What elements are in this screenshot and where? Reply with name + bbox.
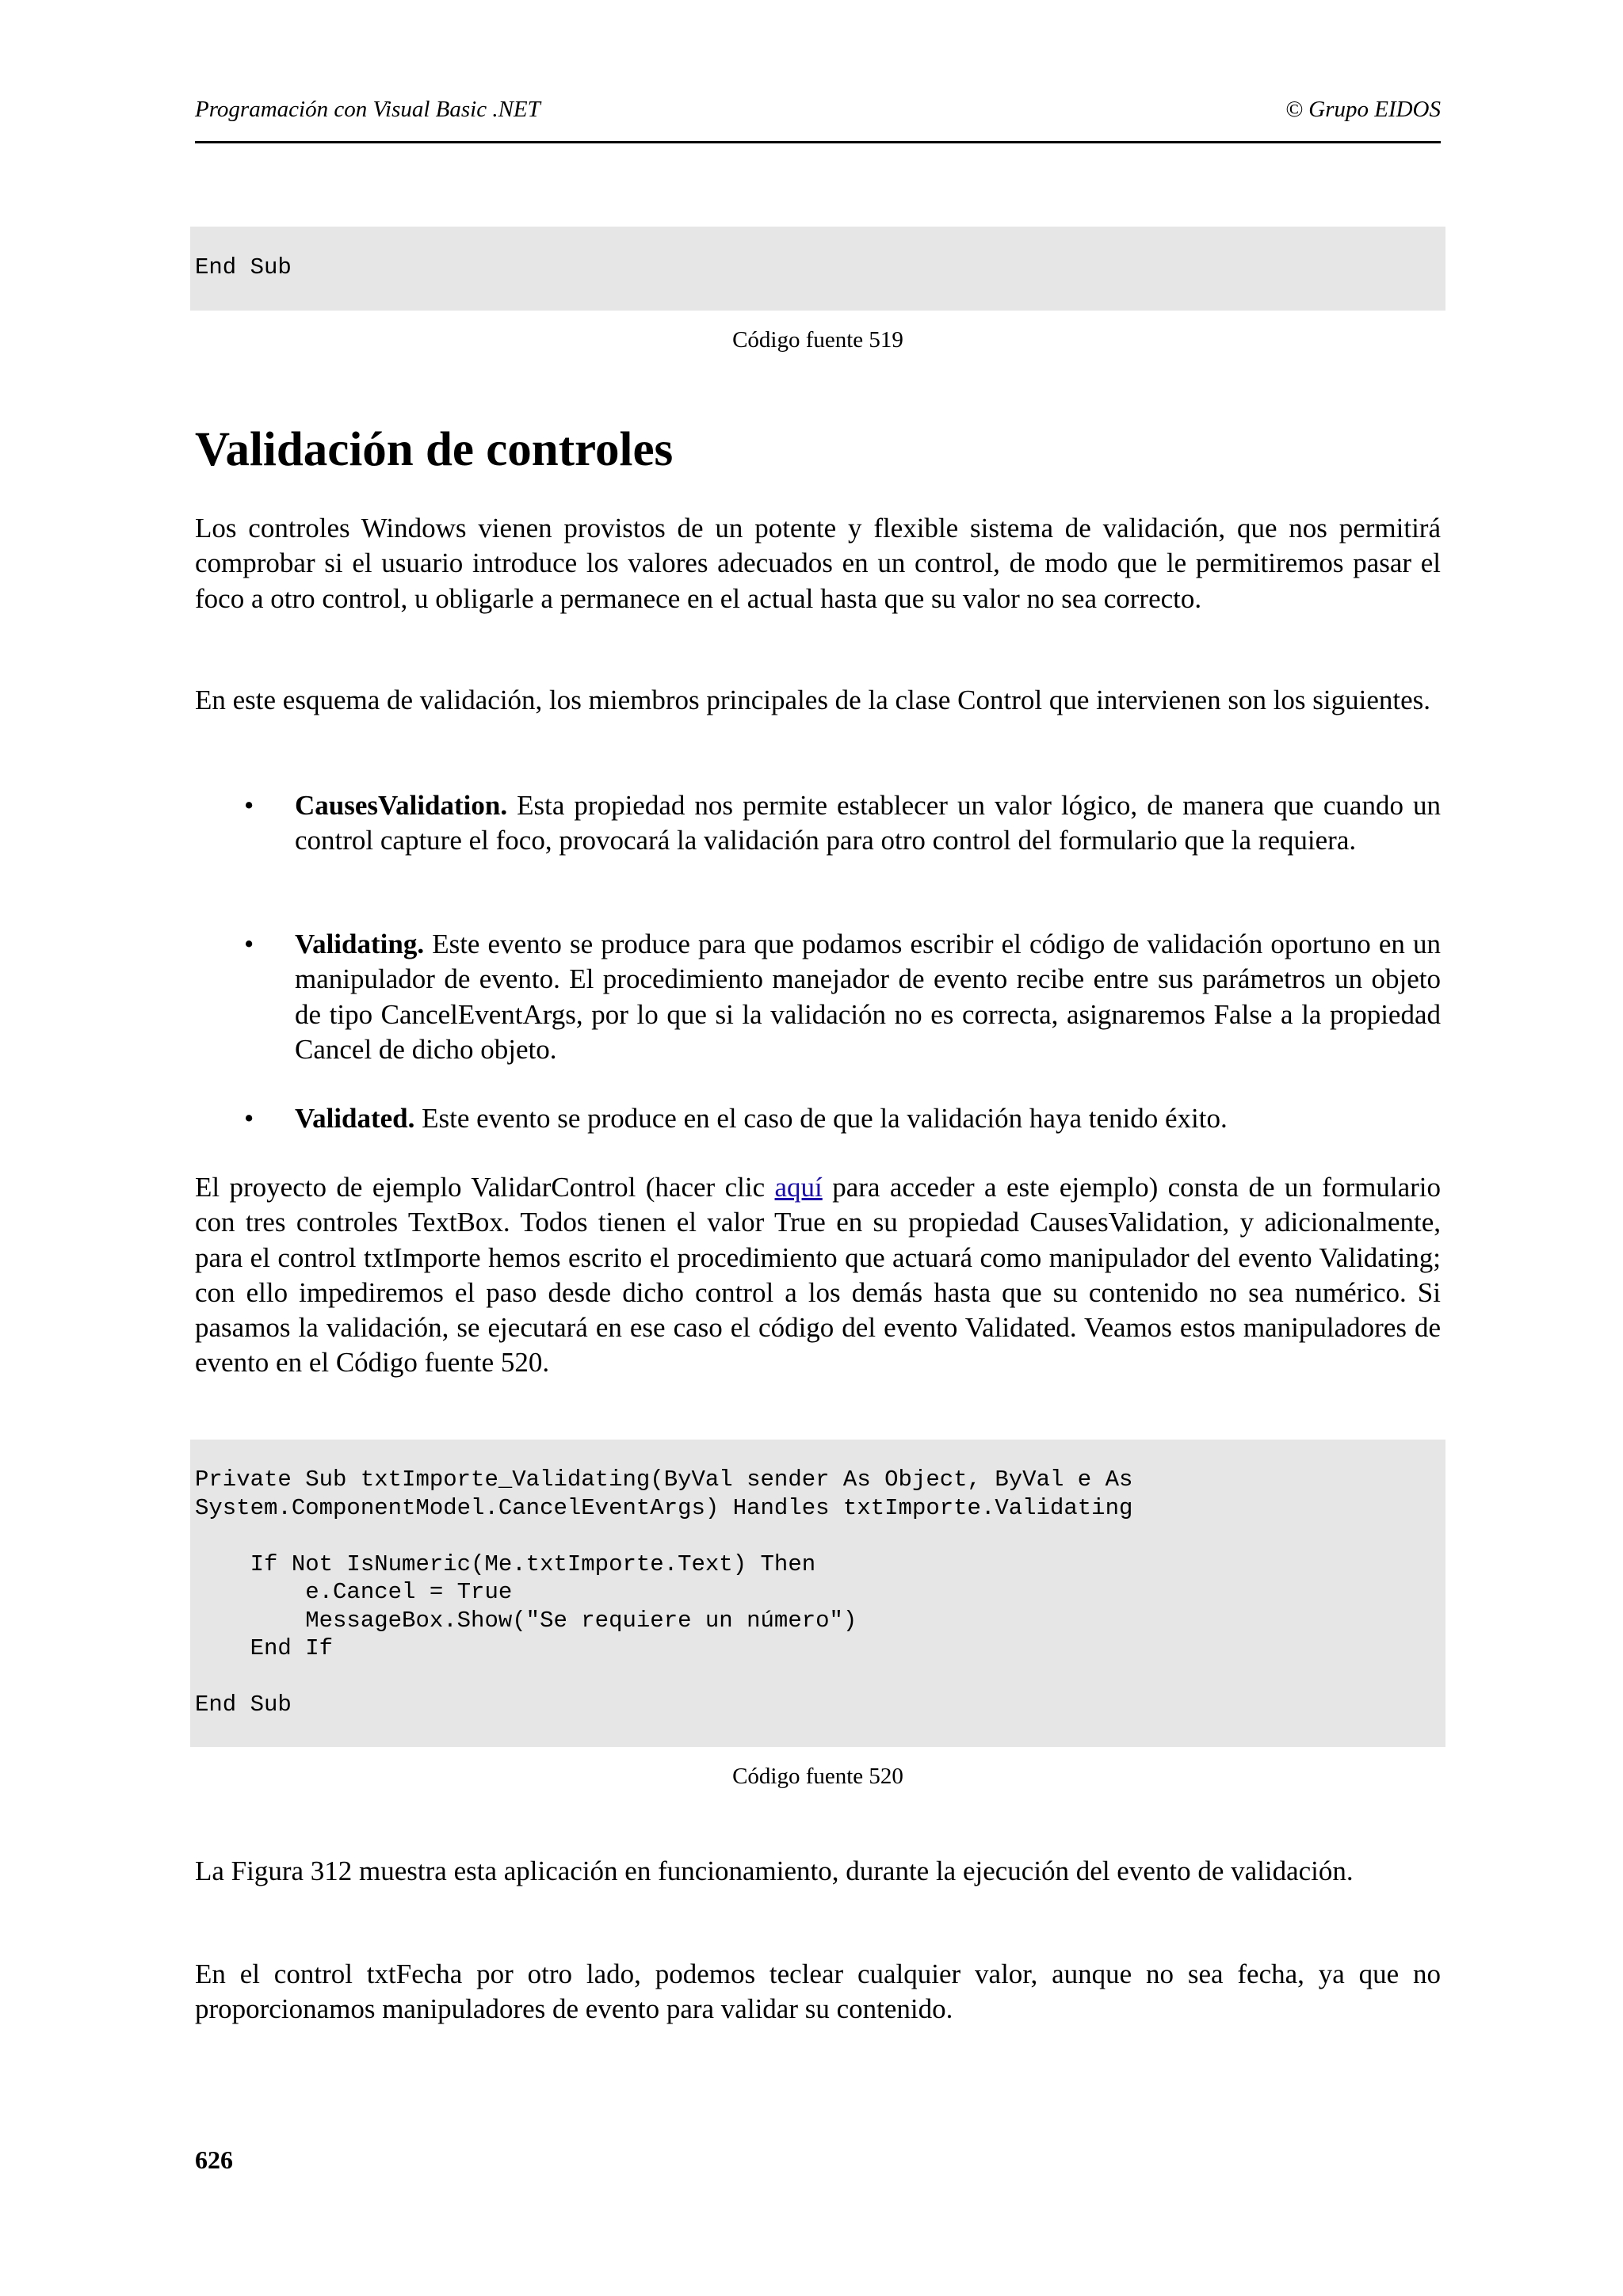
list-item: [195, 1101, 1441, 1136]
code-text-520: Private Sub txtImporte_Validating(ByVal sender As Object, ByVal e As System.ComponentModel.CancelEventArgs) Handles txtImporte.Validating If Not IsNumeric(Me.txtImporte.Text) Then e.Cancel = True MessageBox.Show("Se requiere un número") End If End Sub: [195, 1466, 1133, 1718]
paragraph-example-start: El proyecto de ejemplo ValidarControl (hacer clic: [195, 1172, 775, 1203]
page-header: [195, 93, 1441, 143]
paragraph-intro: Los controles Windows vienen provistos de un potente y flexible sistema de validación, que nos permitirá comprobar si el usuario introduce los valores adecuados en un control, de modo que le permitiremos pasar el foco a otro control, u obligarle a permanece en el actual hasta que su valor no sea correcto.: [195, 513, 1441, 614]
bullet-text: Esta propiedad nos permite establecer un valor lógico, de manera que cuando un control capture el foco, provocará la validación para otro control del formulario que la requiera.: [295, 790, 1441, 856]
bullet-text: Este evento se produce para que podamos escribir el código de validación oportuno en un manipulador de evento. El procedimiento manejador de evento recibe entre sus parámetros un objeto de tipo CancelEventArgs, por lo que si la validación no es correcta, asignaremos False a la propiedad Cancel de dicho objeto.: [295, 929, 1441, 1065]
paragraph-example: [195, 1170, 1441, 1381]
list-item: [195, 788, 1441, 859]
bullet-icon: •: [244, 929, 254, 959]
code-caption-519: Código fuente 519: [732, 327, 903, 353]
paragraph-figure: La Figura 312 muestra esta aplicación en funcionamiento, durante la ejecución del evento de validación.: [195, 1855, 1354, 1886]
code-block-520: [190, 1440, 1445, 1747]
header-book-title: Programación con Visual Basic .NET: [195, 97, 540, 122]
bullet-term: Validating.: [295, 929, 425, 959]
page-number: 626: [195, 2145, 233, 2174]
section-title: Validación de controles: [195, 423, 674, 476]
paragraph-example-end: para acceder a este ejemplo) consta de un formulario con tres controles TextBox. Todos tienen el valor True en su propiedad CausesValidation, y adicionalmente, para el control txtImporte hemos escrito el procedimiento que actuará como manipulador del evento Validating; con ello impediremos el paso desde dicho control a los demás hasta que su contenido no sea numérico. Si pasamos la validación, se ejecutará en ese caso el código del evento Validated. Veamos estos manipuladores de evento en el Código fuente 520.: [195, 1172, 1441, 1379]
code-text-519: End Sub: [195, 254, 292, 280]
bullet-text: Este evento se produce en el caso de que la validación haya tenido éxito.: [414, 1103, 1228, 1134]
code-block-519: [190, 227, 1445, 311]
paragraph-members: En este esquema de validación, los miembros principales de la clase Control que intervienen son los siguientes.: [195, 685, 1431, 715]
example-link[interactable]: aquí: [774, 1172, 823, 1203]
code-caption-520: Código fuente 520: [732, 1764, 903, 1789]
paragraph-txtfecha: En el control txtFecha por otro lado, podemos teclear cualquier valor, aunque no sea fecha, ya que no proporcionamos manipuladores de evento para validar su contenido.: [195, 1958, 1441, 2025]
header-publisher: © Grupo EIDOS: [1285, 97, 1441, 122]
bullet-term: Validated.: [295, 1103, 415, 1134]
list-item: [195, 927, 1441, 1067]
bullet-term: CausesValidation.: [295, 790, 508, 821]
bullet-icon: •: [244, 790, 254, 821]
bullet-icon: •: [244, 1103, 254, 1134]
